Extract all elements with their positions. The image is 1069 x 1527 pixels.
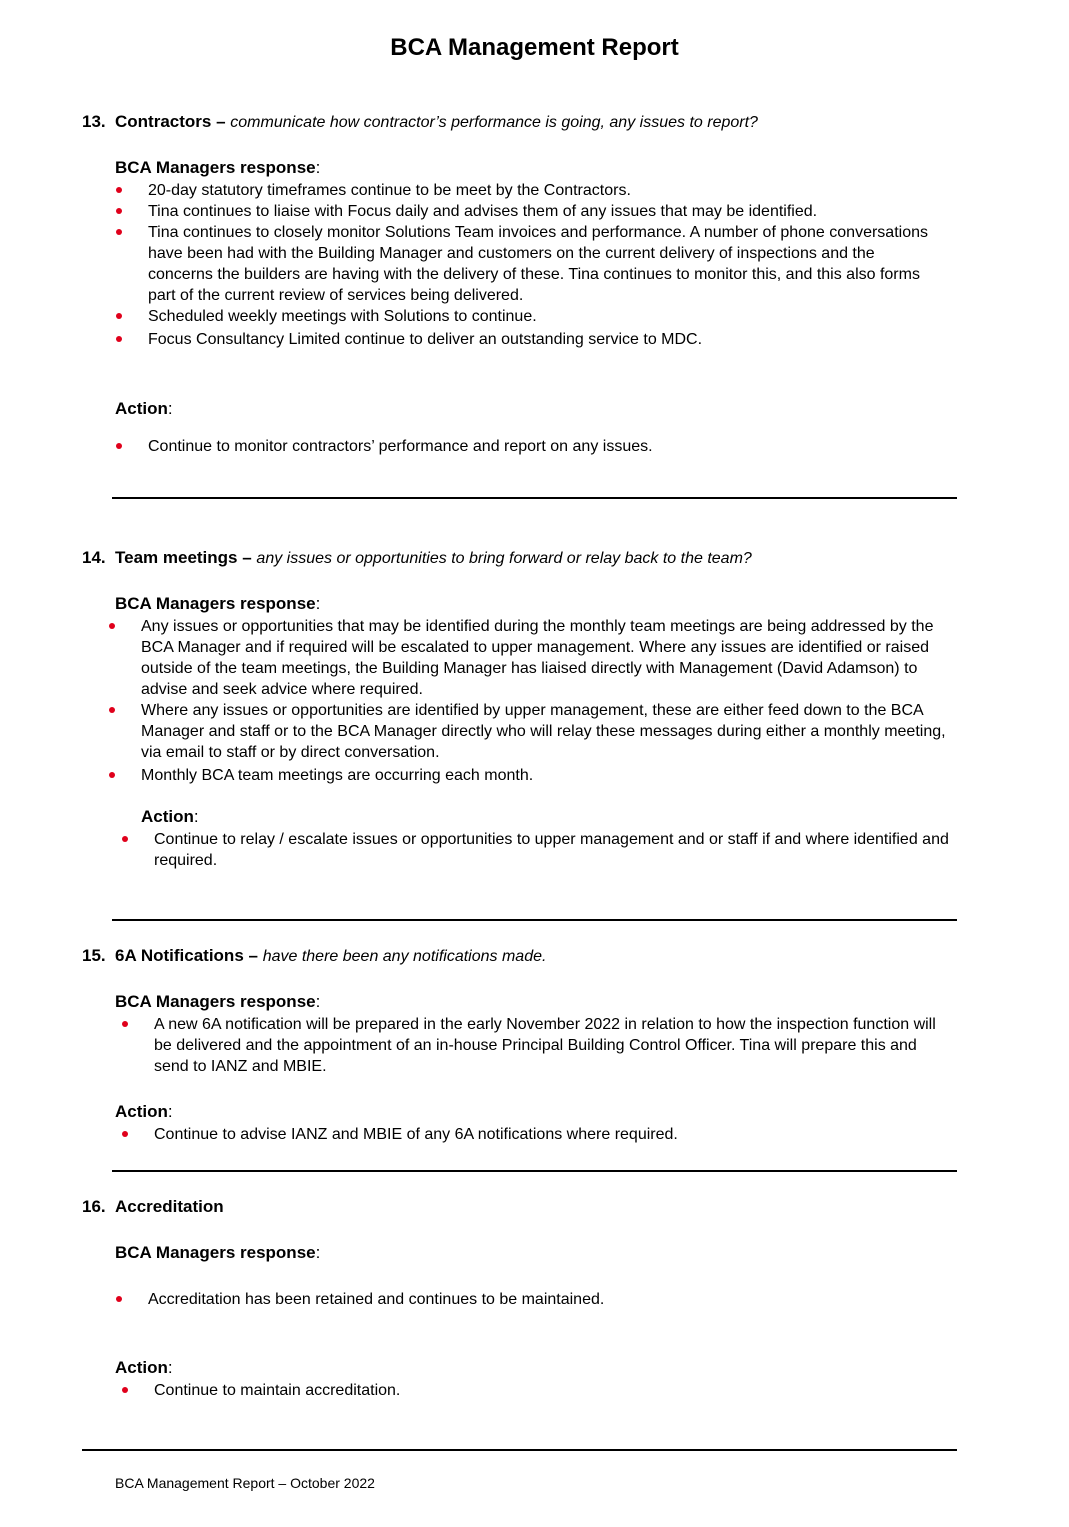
response-list xyxy=(154,1014,954,1077)
bullet-icon xyxy=(109,707,115,713)
list-item: Monthly BCA team meetings are occurring each month. xyxy=(141,765,951,786)
response-label: BCA Managers response: xyxy=(115,158,321,177)
bullet-icon xyxy=(122,1021,128,1027)
list-item: Tina continues to closely monitor Solutions Team invoices and performance. A number of phone conversations have been had with the Building Manager and customers on the current delivery of inspections and the concerns the builders are having with the delivery of these. Tina continues to monitor this, and this also forms part of the current review of services being delivered. xyxy=(148,222,943,306)
section-name: Accreditation xyxy=(115,1197,224,1216)
list-item: Where any issues or opportunities are identified by upper management, these are either feed down to the BCA Manager and staff or to the BCA Manager directly who will relay these messages during either a monthly meeting, via email to staff or by direct conversation. xyxy=(141,700,951,763)
response-label: BCA Managers response: xyxy=(115,992,321,1011)
section-heading-6a-notifications xyxy=(82,946,546,966)
bullet-icon xyxy=(116,443,122,449)
action-label: Action: xyxy=(141,807,199,826)
list-item: Continue to advise IANZ and MBIE of any 6A notifications where required. xyxy=(154,1124,954,1145)
page-footer: BCA Management Report – October 2022 xyxy=(115,1475,375,1491)
action-list xyxy=(154,1380,954,1401)
bullet-icon xyxy=(116,187,122,193)
section-name: Contractors xyxy=(115,112,212,131)
bullet-icon xyxy=(122,1387,128,1393)
action-label: Action: xyxy=(115,1358,173,1377)
section-dash: – xyxy=(243,946,263,965)
action-list xyxy=(148,436,943,457)
action-label: Action: xyxy=(115,399,173,418)
section-number: 13. xyxy=(82,112,106,131)
section-name: Team meetings xyxy=(115,548,238,567)
section-description: any issues or opportunities to bring forward or relay back to the team? xyxy=(256,550,752,567)
list-item: Focus Consultancy Limited continue to deliver an outstanding service to MDC. xyxy=(148,329,943,350)
list-item: Tina continues to liaise with Focus daily and advises them of any issues that may be identified. xyxy=(148,201,943,222)
list-item: Continue to relay / escalate issues or opportunities to upper management and or staff if and where identified and required. xyxy=(154,829,959,871)
bullet-icon xyxy=(116,229,122,235)
list-item: A new 6A notification will be prepared in the early November 2022 in relation to how the inspection function will be delivered and the appointment of an in-house Principal Building Control Officer. Tina will prepare this and send to IANZ and MBIE. xyxy=(154,1014,954,1077)
bullet-icon xyxy=(116,208,122,214)
section-dash: – xyxy=(211,112,231,131)
action-list xyxy=(154,829,959,871)
bullet-icon xyxy=(116,1296,122,1302)
footer-divider xyxy=(82,1449,957,1451)
bullet-icon xyxy=(116,336,122,342)
section-heading-accreditation xyxy=(82,1197,224,1217)
response-list xyxy=(148,1289,948,1310)
list-item: Any issues or opportunities that may be identified during the monthly team meetings are being addressed by the BCA Manager and if required will be escalated to upper management. Where any issues are identified or raised outside of the team meetings, the Building Manager has liaised directly with Management (David Adamson) to advise and seek advice where required. xyxy=(141,616,951,700)
section-divider xyxy=(112,1170,957,1172)
section-description: communicate how contractor’s performance is going, any issues to report? xyxy=(230,114,758,131)
list-item: Accreditation has been retained and continues to be maintained. xyxy=(148,1289,948,1310)
action-list xyxy=(154,1124,954,1145)
bullet-icon xyxy=(116,313,122,319)
response-list xyxy=(148,180,943,350)
list-item: Scheduled weekly meetings with Solutions to continue. xyxy=(148,306,943,327)
section-divider xyxy=(112,497,957,499)
bullet-icon xyxy=(109,623,115,629)
page-title: BCA Management Report xyxy=(390,34,679,61)
section-heading-team-meetings xyxy=(82,548,752,568)
response-label: BCA Managers response: xyxy=(115,594,321,613)
bullet-icon xyxy=(122,1131,128,1137)
list-item: Continue to maintain accreditation. xyxy=(154,1380,954,1401)
section-number: 14. xyxy=(82,548,106,567)
section-name: 6A Notifications xyxy=(115,946,244,965)
section-description: have there been any notifications made. xyxy=(262,948,547,965)
section-number: 16. xyxy=(82,1197,106,1216)
bullet-icon xyxy=(109,772,115,778)
response-label: BCA Managers response: xyxy=(115,1243,321,1262)
section-number: 15. xyxy=(82,946,106,965)
section-dash: – xyxy=(237,548,257,567)
list-item: Continue to monitor contractors’ performance and report on any issues. xyxy=(148,436,943,457)
action-label: Action: xyxy=(115,1102,173,1121)
section-heading-contractors xyxy=(82,112,758,132)
response-list xyxy=(141,616,951,786)
list-item: 20-day statutory timeframes continue to be meet by the Contractors. xyxy=(148,180,943,201)
bullet-icon xyxy=(122,836,128,842)
section-divider xyxy=(112,919,957,921)
